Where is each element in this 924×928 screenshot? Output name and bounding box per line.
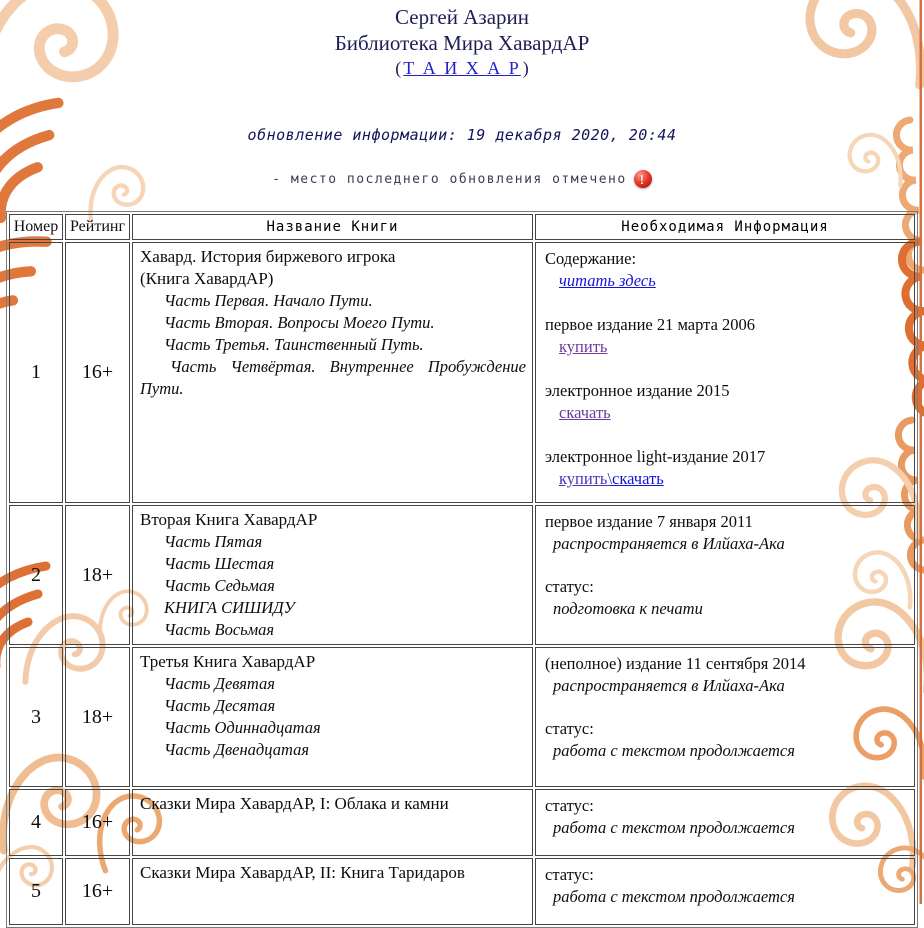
book-title-line: Хавард. История биржевого игрока [140,247,396,266]
link-separator: \ [607,469,613,488]
book-part-line: Часть Десятая [164,696,276,715]
page-title-author: Сергей Азарин [395,5,529,29]
book-info-cell [535,858,915,925]
info-line: первое издание 21 марта 2006 [545,315,756,334]
book-info-cell [535,647,915,787]
table-row [9,242,915,503]
info-line: (неполное) издание 11 сентября 2014 [545,654,806,673]
book-part-line: Часть Девятая [164,674,275,693]
info-link-line [545,402,906,425]
book-part-line: Часть Одиннадцатая [164,718,321,737]
book-part-line: КНИГА СИШИДУ [164,598,295,617]
acronym-line [0,56,924,80]
info-line: статус: [545,865,594,884]
table-header-row [9,214,915,240]
spacer [545,359,906,380]
info-line: подготовка к печати [553,599,703,618]
exclamation-ball-icon [634,170,652,188]
info-link[interactable]: купить [559,337,608,356]
info-link[interactable]: читать здесь [559,271,656,290]
book-title-line: Вторая Книга ХавардАР [140,510,318,529]
table-row [9,505,915,645]
book-table-body [9,242,915,925]
book-part-line: Часть Пятая [164,532,263,551]
update-notice-line [0,170,924,188]
row-number-cell: 1 [9,242,63,503]
row-rating-cell: 16+ [65,789,130,856]
row-number-cell: 4 [9,789,63,856]
taihar-link[interactable]: Т А И Х А Р [403,58,521,78]
row-rating-cell: 18+ [65,505,130,645]
notice-text: - место последнего обновления отмечено [272,171,627,187]
info-line: первое издание 7 января 2011 [545,512,753,531]
info-line: статус: [545,577,594,596]
row-rating-cell: 16+ [65,858,130,925]
book-title-line: Сказки Мира ХавардАР, II: Книга Таридаров [140,863,465,882]
col-header-rating: Рейтинг [65,214,130,240]
info-line: электронное издание 2015 [545,381,730,400]
book-part-line: Часть Четвёртая. Внутреннее Пробуждение [170,357,526,376]
info-link[interactable]: купить [559,469,608,488]
info-line: работа с текстом продолжается [553,741,795,760]
info-link-line [545,336,906,359]
col-header-info: Необходимая Информация [535,214,915,240]
book-part-line: Часть Шестая [164,554,275,573]
info-link[interactable]: скачать [612,469,664,488]
spacer [545,293,906,314]
update-info-line: обновление информации: 19 декабря 2020, 20:44 [247,126,677,144]
row-number-cell: 3 [9,647,63,787]
paren-open: ( [395,58,402,78]
book-info-cell [535,505,915,645]
book-part-line: Часть Седьмая [164,576,275,595]
row-number-cell: 2 [9,505,63,645]
book-title-cell [132,789,533,856]
book-title-cell [132,647,533,787]
info-line: электронное light-издание 2017 [545,447,766,466]
paren-close: ) [522,58,529,78]
book-title-cell [132,858,533,925]
info-line: статус: [545,719,594,738]
table-row [9,789,915,856]
page-title-library: Библиотека Мира ХавардАР [334,31,590,55]
book-part-line: Часть Двенадцатая [164,740,309,759]
col-header-number: Номер [9,214,63,240]
spacer [545,555,906,576]
table-row [9,858,915,925]
book-title-line: Сказки Мира ХавардАР, I: Облака и камни [140,794,449,813]
spacer [545,697,906,718]
book-part-line: Часть Восьмая [164,620,275,639]
info-line: работа с текстом продолжается [553,818,795,837]
info-line: работа с текстом продолжается [553,887,795,906]
exclamation-glyph: ! [639,171,646,187]
info-link[interactable]: скачать [559,403,611,422]
col-header-title: Название Книги [132,214,533,240]
book-part-line: Часть Третья. Таинственный Путь. [164,335,424,354]
info-line: статус: [545,796,594,815]
row-rating-cell: 18+ [65,647,130,787]
spacer [545,425,906,446]
page-header [0,0,924,188]
book-title-cell [132,505,533,645]
book-part-line: Пути. [140,379,184,398]
book-title-cell [132,242,533,503]
info-link-line [545,468,906,491]
info-link-line [545,270,906,293]
row-rating-cell: 16+ [65,242,130,503]
book-title-line: (Книга ХавардАР) [140,269,274,288]
book-table [6,211,918,928]
book-title-line: Третья Книга ХавардАР [140,652,316,671]
book-part-line: Часть Вторая. Вопросы Моего Пути. [164,313,435,332]
info-line: Содержание: [545,249,637,268]
book-part-line: Часть Первая. Начало Пути. [164,291,373,310]
info-line: распространяется в Илйаха-Ака [553,534,785,553]
row-number-cell: 5 [9,858,63,925]
book-info-cell [535,242,915,503]
book-info-cell [535,789,915,856]
info-line: распространяется в Илйаха-Ака [553,676,785,695]
table-row [9,647,915,787]
